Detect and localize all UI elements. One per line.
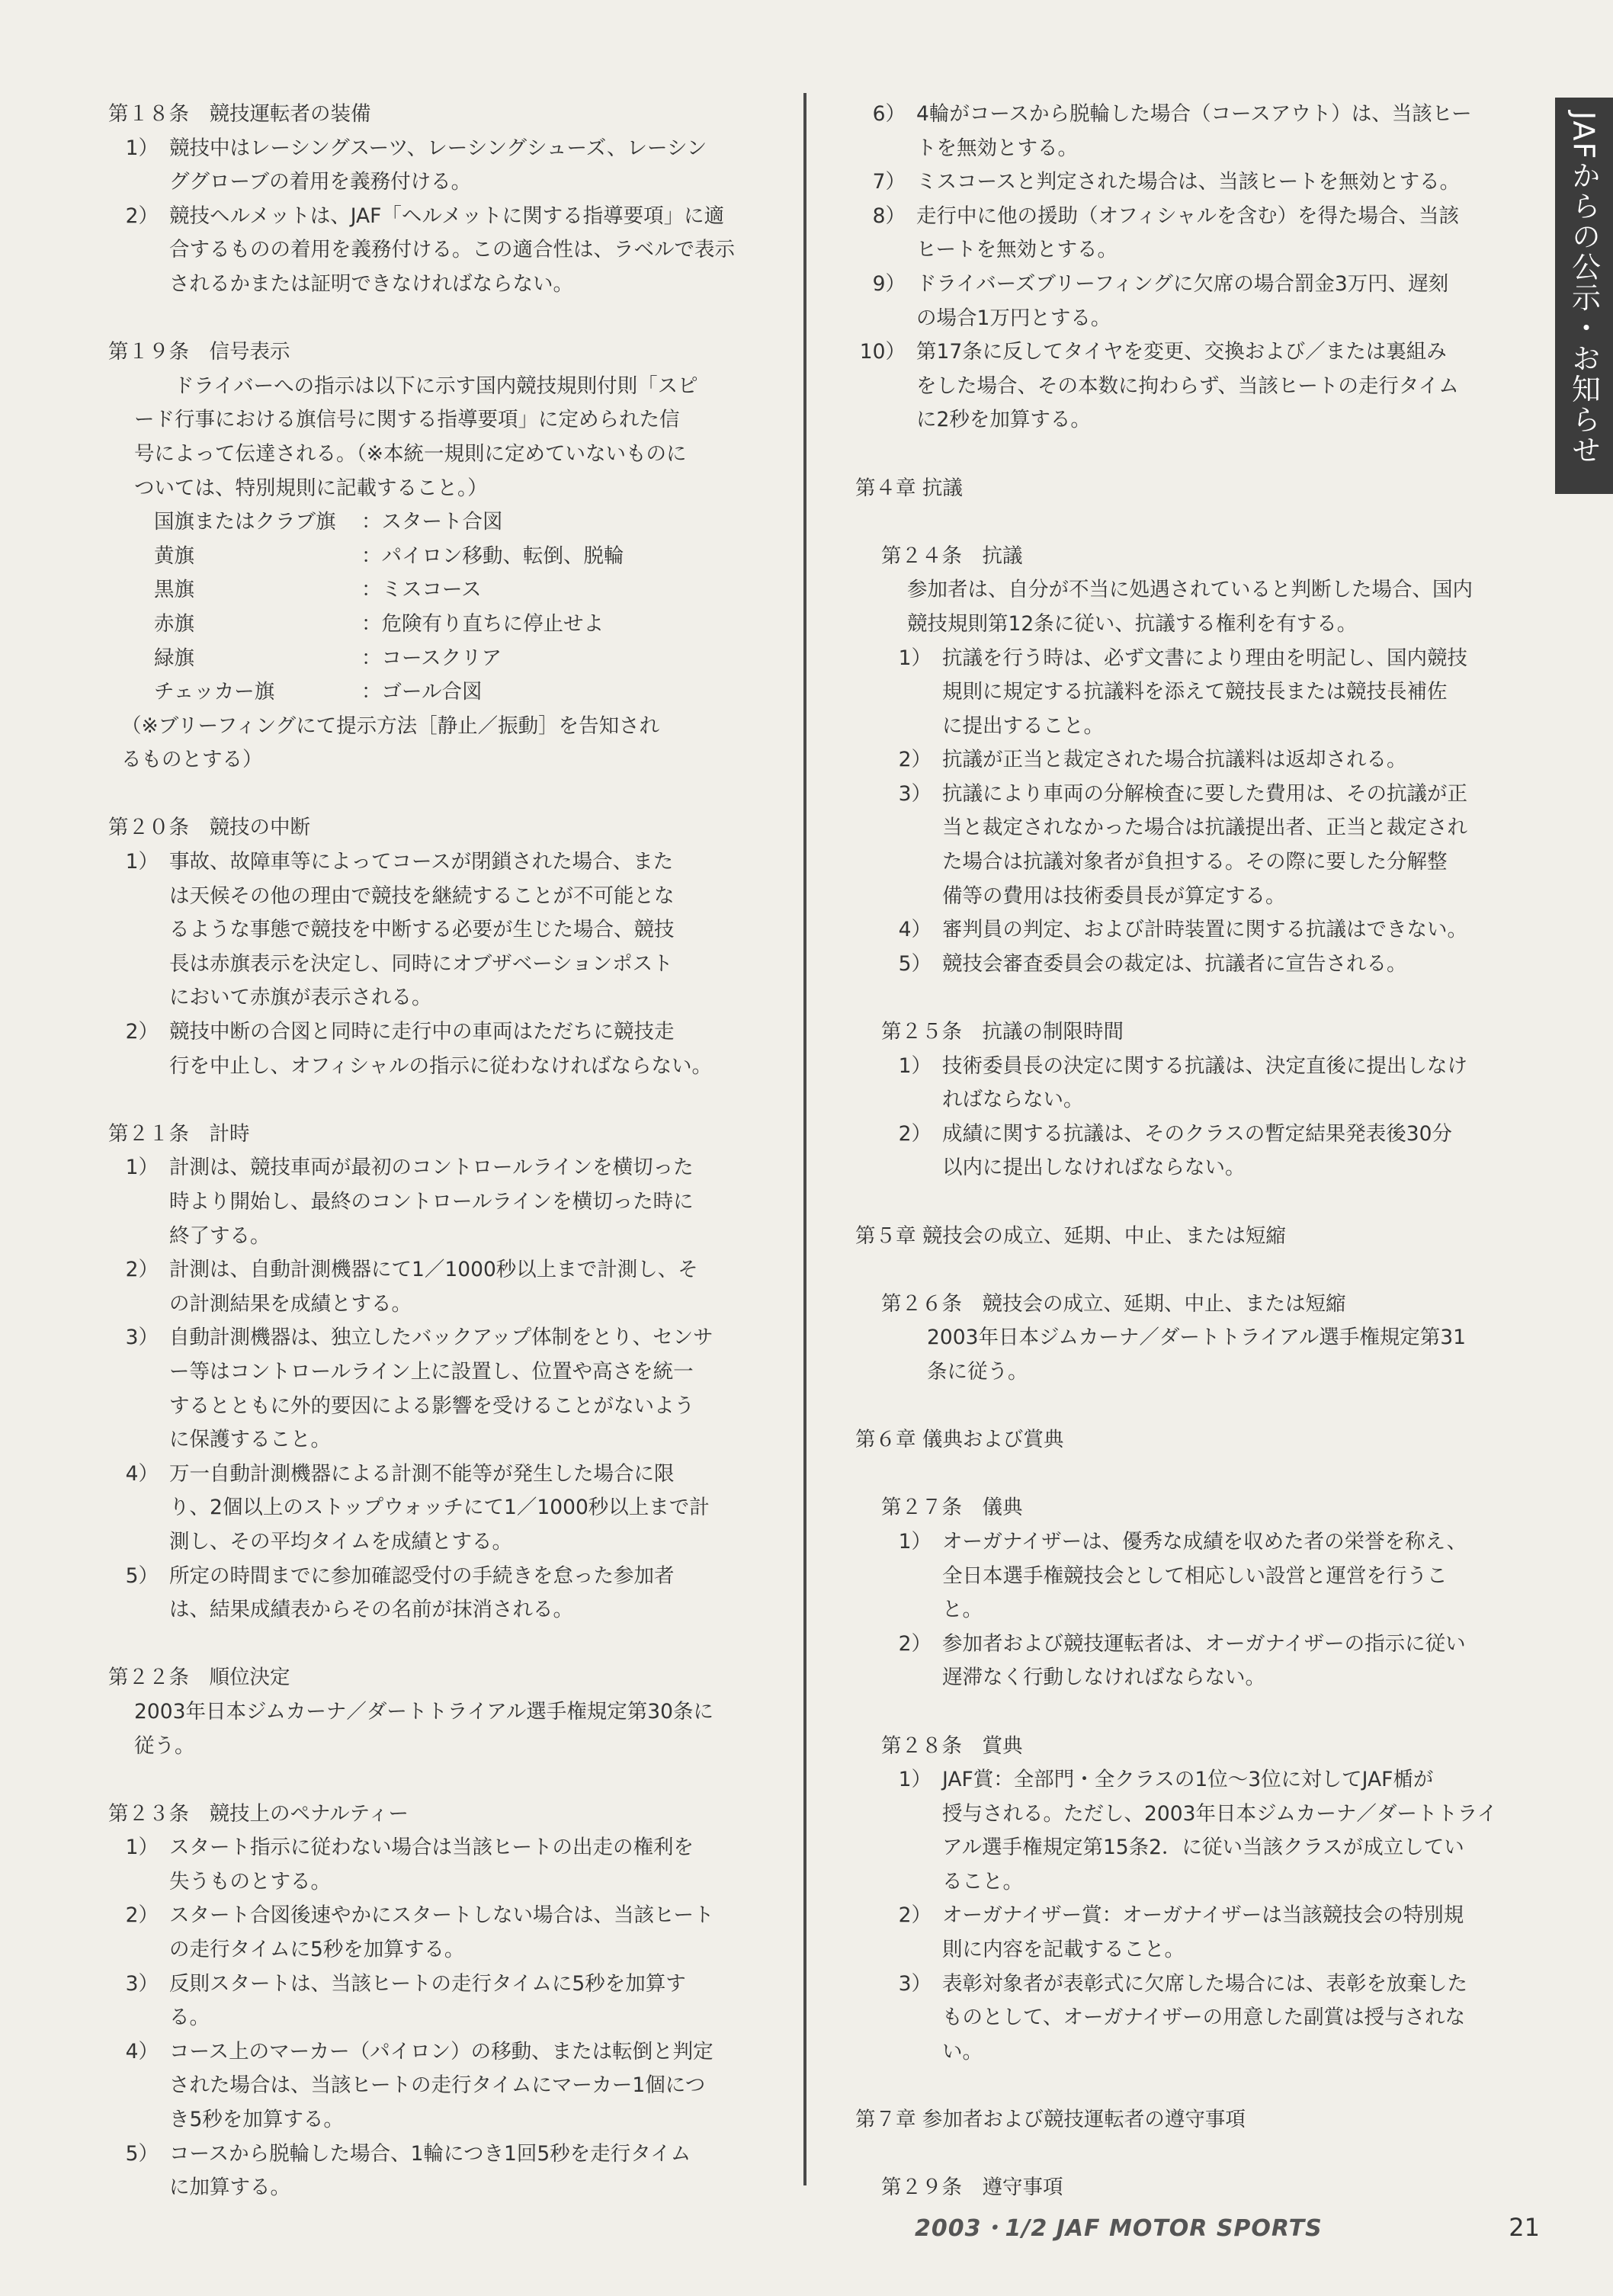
list-item (108, 132, 762, 200)
flag-name: 黄旗 (154, 544, 194, 568)
text-line: をした場合、その本数に拘わらず、当該ヒートの走行タイム (916, 374, 1459, 398)
article-27-items (855, 1525, 1526, 1695)
text-line: オーガナイザー賞：オーガナイザーは当該競技会の特別規 (942, 1903, 1464, 1928)
text-line: スタート指示に従わない場合は当該ヒートの出走の権利を (169, 1836, 694, 1860)
text-line: 抗議により車両の分解検査に要した費用は、その抗議が正 (942, 781, 1467, 806)
item-number: 4） (125, 1461, 159, 1486)
item-text (169, 1151, 762, 1253)
text-line: 4輪がコースから脱輪した場合（コースアウト）は、当該ヒー (916, 102, 1472, 126)
article-26-title: 第２６条 競技会の成立、延期、中止、または短縮 (881, 1291, 1346, 1316)
text-line: 従う。 (134, 1733, 195, 1758)
list-item (881, 1050, 1526, 1118)
article-21-title: 第２１条 計時 (108, 1121, 250, 1146)
chapter-4-title: 第４章 抗議 (855, 476, 963, 500)
text-line: コースから脱輪した場合、1輪につき1回5秒を走行タイム (169, 2141, 691, 2166)
item-number: 7） (872, 170, 906, 194)
text-line: 全日本選手権競技会として相応しい設営と運営を行うこ (942, 1563, 1448, 1588)
item-number: 3） (125, 1326, 159, 1350)
text-line: ついては、特別規則に記載すること。） (134, 476, 488, 500)
item-text (942, 913, 1526, 948)
article-22-text (108, 1695, 762, 1763)
item-text (169, 845, 762, 1015)
item-text (169, 132, 762, 200)
text-line: 失うものとする。 (169, 1869, 331, 1894)
text-line: ミスコースと判定された場合は、当該ヒートを無効とする。 (916, 170, 1461, 194)
article-24-text (855, 573, 1526, 641)
text-line: 測し、その平均タイムを成績とする。 (169, 1529, 512, 1554)
signal-table (108, 505, 762, 710)
text-line: 長は赤旗表示を決定し、同時にオブザベーションポスト (169, 951, 673, 976)
item-number: 4） (898, 918, 932, 942)
item-number: 2） (125, 204, 159, 228)
list-item (881, 1967, 1526, 2070)
item-text (942, 1967, 1526, 2070)
chapter-5-title: 第５章 競技会の成立、延期、中止、または短縮 (855, 1223, 1286, 1248)
text-line: 走行中に他の援助（オフィシャルを含む）を得た場合、当該 (916, 204, 1460, 228)
text-line: り、2個以上のストップウォッチにて1／1000秒以上まで計 (169, 1496, 710, 1520)
text-line: 時より開始し、最終のコントロールラインを横切った時に (169, 1190, 694, 1214)
item-text (916, 268, 1526, 335)
text-line: 参加者は、自分が不当に処遇されていると判断した場合、国内 (907, 578, 1473, 602)
list-item (108, 200, 762, 302)
item-number: 3） (898, 1971, 932, 1996)
text-line: 抗議が正当と裁定された場合抗議料は返却される。 (942, 748, 1407, 772)
item-number: 10） (859, 340, 906, 364)
text-line: コース上のマーカー（パイロン）の移動、または転倒と判定 (169, 2039, 714, 2064)
article-29-title: 第２９条 遵守事項 (881, 2176, 1063, 2200)
item-number: 2） (898, 748, 932, 772)
list-item (108, 1015, 762, 1083)
list-item (881, 743, 1526, 778)
text-line: は天候その他の理由で競技を継続することが不可能とな (169, 883, 675, 908)
text-line: ものとして、オーガナイザーの用意した副賞は授与されな (942, 2006, 1466, 2030)
article-22-title: 第２２条 順位決定 (108, 1666, 290, 1690)
item-text (942, 1763, 1526, 1899)
article-28-title: 第２８条 賞典 (881, 1733, 1023, 1758)
flag-name: 黒旗 (154, 578, 194, 602)
article-21-items (108, 1151, 762, 1627)
list-item (881, 1525, 1526, 1627)
text-line: の計測結果を成績とする。 (169, 1291, 412, 1316)
magazine-title: 2003・1/2 JAF MOTOR SPORTS (915, 2215, 1323, 2242)
item-number: 2） (125, 1020, 159, 1044)
text-line: ドライバーズブリーフィングに欠席の場合罰金3万円、遅刻 (916, 271, 1449, 296)
item-text (916, 200, 1526, 268)
signal-row (108, 675, 762, 710)
section-tab (1555, 98, 1613, 494)
flag-name: チェッカー旗 (154, 680, 275, 704)
list-item (108, 1457, 762, 1560)
text-line: に2秒を加算する。 (916, 408, 1091, 432)
section-tab-label: JAFからの公示・お知らせ (1567, 111, 1601, 466)
article-19-text (108, 370, 762, 505)
list-item (881, 948, 1526, 982)
text-line: 競技規則第12条に従い、抗議する権利を有する。 (907, 611, 1358, 636)
list-item (108, 1899, 762, 1967)
text-line: 合するものの着用を義務付ける。この適合性は、ラベルで表示 (169, 238, 735, 262)
text-line: 事故、故障車等によってコースが閉鎖された場合、また (169, 850, 674, 874)
chapter-7-title: 第７章 参加者および競技運転者の遵守事項 (855, 2108, 1246, 2132)
text-line: に加算する。 (169, 2176, 290, 2200)
item-text (169, 1967, 762, 2035)
article-27-title: 第２７条 儀典 (881, 1496, 1023, 1520)
text-line: 2003年日本ジムカーナ／ダートトライアル選手権規定第31 (927, 1326, 1466, 1350)
list-item (881, 1899, 1526, 1967)
item-number: 5） (125, 1563, 159, 1588)
item-number: 1） (125, 1836, 159, 1860)
chapter-6-title: 第６章 儀典および賞典 (855, 1428, 1064, 1452)
text-line: るような事態で競技を中断する必要が生じた場合、競技 (169, 918, 675, 942)
item-text (169, 2137, 762, 2205)
item-number: 4） (125, 2039, 159, 2064)
item-text (942, 1118, 1526, 1185)
text-line: するとともに外的要因による影響を受けることがないよう (169, 1393, 694, 1418)
item-text (942, 1627, 1526, 1695)
item-number: 2） (125, 1903, 159, 1928)
text-line: において赤旗が表示される。 (169, 986, 432, 1010)
text-line: 技術委員長の決定に関する抗議は、決定直後に提出しなけ (942, 1053, 1467, 1078)
item-text (942, 1525, 1526, 1627)
text-line: の場合1万円とする。 (916, 306, 1111, 330)
page-footer (915, 2209, 1540, 2243)
signal-row (108, 505, 762, 540)
right-column (855, 98, 1526, 2205)
list-item (108, 845, 762, 1015)
list-item (881, 1118, 1526, 1185)
text-line: ればならない。 (942, 1088, 1084, 1112)
article-19-title: 第１９条 信号表示 (108, 340, 290, 364)
item-text (942, 743, 1526, 778)
text-line: ー等はコントロールライン上に設置し、位置や高さを統一 (169, 1359, 694, 1384)
item-number: 3） (898, 781, 932, 806)
text-line: 終了する。 (169, 1223, 271, 1248)
article-26-text (855, 1321, 1526, 1389)
item-text (942, 948, 1526, 982)
text-line: 備等の費用は技術委員長が算定する。 (942, 883, 1286, 908)
list-item (108, 1321, 762, 1457)
item-text (916, 165, 1526, 200)
item-number: 1） (125, 136, 159, 160)
text-line: るものとする） (121, 748, 263, 772)
text-line: に保護すること。 (169, 1428, 331, 1452)
flag-meaning: ：パイロン移動、転倒、脱輪 (361, 544, 624, 568)
text-line: 表彰対象者が表彰式に欠席した場合には、表彰を放棄した (942, 1971, 1467, 1996)
list-item (881, 1763, 1526, 1899)
text-line: スタート合図後速やかにスタートしない場合は、当該ヒート (169, 1903, 714, 1928)
text-line: い。 (942, 2039, 983, 2064)
text-line: 規則に規定する抗議料を添えて競技長または競技長補佐 (942, 680, 1448, 704)
item-number: 1） (898, 1053, 932, 1078)
text-line: 参加者および競技運転者は、オーガナイザーの指示に従い (942, 1631, 1466, 1656)
list-item (855, 200, 1526, 268)
article-18-title: 第１８条 競技運転者の装備 (108, 102, 371, 126)
item-text (169, 1015, 762, 1083)
item-number: 5） (898, 951, 932, 976)
item-text (169, 1321, 762, 1457)
column-divider (803, 93, 806, 2185)
list-item (108, 1831, 762, 1899)
item-number: 2） (898, 1121, 932, 1146)
text-line: 則に内容を記載すること。 (942, 1938, 1185, 1962)
text-line: 審判員の判定、および計時装置に関する抗議はできない。 (942, 918, 1467, 942)
text-line: 当と裁定されなかった場合は抗議提出者、正当と裁定され (942, 816, 1467, 840)
list-item (881, 642, 1526, 744)
flag-meaning: ：ゴール合図 (361, 680, 483, 704)
text-line: トを無効とする。 (916, 136, 1078, 160)
list-item (108, 2137, 762, 2205)
item-number: 2） (898, 1631, 932, 1656)
flag-name: 緑旗 (154, 646, 194, 670)
text-line: 競技ヘルメットは、JAF「ヘルメットに関する指導要項」に適 (169, 204, 725, 228)
text-line: 競技会審査委員会の裁定は、抗議者に宣告される。 (942, 951, 1407, 976)
text-line: JAF賞：全部門・全クラスの1位～3位に対してJAF楯が (942, 1768, 1434, 1792)
list-item (881, 913, 1526, 948)
text-line: 抗議を行う時は、必ず文書により理由を明記し、国内競技 (942, 646, 1467, 670)
signal-row (108, 573, 762, 608)
article-28-items (855, 1763, 1526, 2069)
item-text (942, 778, 1526, 913)
item-number: 5） (125, 2141, 159, 2166)
text-line: の走行タイムに5秒を加算する。 (169, 1938, 465, 1962)
list-item (108, 1967, 762, 2035)
text-line: 以内に提出しなければならない。 (942, 1156, 1246, 1180)
article-24-title: 第２４条 抗議 (881, 544, 1023, 568)
list-item (108, 1253, 762, 1321)
signal-row (108, 608, 762, 642)
item-text (169, 1457, 762, 1560)
text-line: 万一自動計測機器による計測不能等が発生した場合に限 (169, 1461, 675, 1486)
flag-name: 赤旗 (154, 611, 194, 636)
item-number: 8） (872, 204, 906, 228)
item-text (169, 2035, 762, 2137)
article-25-title: 第２５条 抗議の制限時間 (881, 1020, 1124, 1044)
left-column (108, 98, 762, 2205)
text-line: されるかまたは証明できなければならない。 (169, 271, 573, 296)
item-text (942, 1899, 1526, 1967)
list-item (855, 165, 1526, 200)
article-23-items-continued (855, 98, 1526, 438)
item-text (169, 200, 762, 302)
list-item (108, 2035, 762, 2137)
text-line: 第17条に反してタイヤを変更、交換および／または裏組み (916, 340, 1447, 364)
text-line: き5秒を加算する。 (169, 2108, 344, 2132)
item-number: 1） (898, 646, 932, 670)
item-text (942, 1050, 1526, 1118)
text-line: ググローブの着用を義務付ける。 (169, 170, 472, 194)
signal-row (108, 540, 762, 574)
text-line: る。 (169, 2006, 210, 2030)
item-number: 1） (898, 1768, 932, 1792)
text-line: 号によって伝達される。（※本統一規則に定めていないものに (134, 441, 687, 466)
text-line: 自動計測機器は、独立したバックアップ体制をとり、センサ (169, 1326, 714, 1350)
article-18-items (108, 132, 762, 302)
list-item (855, 335, 1526, 438)
article-23-items (108, 1831, 762, 2205)
item-number: 2） (898, 1903, 932, 1928)
list-item (881, 1627, 1526, 1695)
text-line: ヒートを無効とする。 (916, 238, 1118, 262)
text-line: ること。 (942, 1869, 1023, 1894)
text-line: は、結果成績表からその名前が抹消される。 (169, 1598, 573, 1622)
text-line: 遅滞なく行動しなければならない。 (942, 1666, 1265, 1690)
text-line: 2003年日本ジムカーナ／ダートトライアル選手権規定第30条に (134, 1699, 714, 1724)
article-25-items (855, 1050, 1526, 1185)
text-line: 計測は、競技車両が最初のコントロールラインを横切った (169, 1156, 694, 1180)
text-line: 成績に関する抗議は、そのクラスの暫定結果発表後30分 (942, 1121, 1452, 1146)
text-line: （※ブリーフィングにて提示方法［静止／振動］を告知され (121, 713, 660, 738)
text-line: に提出すること。 (942, 713, 1104, 738)
text-line: 条に従う。 (927, 1359, 1028, 1384)
item-number: 1） (125, 1156, 159, 1180)
item-number: 3） (125, 1971, 159, 1996)
text-line: 競技中はレーシングスーツ、レーシングシューズ、レーシン (169, 136, 707, 160)
text-line: 所定の時間までに参加確認受付の手続きを怠った参加者 (169, 1563, 675, 1588)
text-line: と。 (942, 1598, 983, 1622)
article-24-items (855, 642, 1526, 982)
article-20-title: 第２０条 競技の中断 (108, 816, 310, 840)
text-line: た場合は抗議対象者が負担する。その際に要した分解整 (942, 850, 1448, 874)
item-number: 1） (898, 1529, 932, 1554)
text-line: アル選手権規定第15条2．に従い当該クラスが成立してい (942, 1836, 1464, 1860)
item-number: 2） (125, 1258, 159, 1282)
item-text (169, 1831, 762, 1899)
list-item (108, 1151, 762, 1253)
page-number: 21 (1509, 2213, 1540, 2242)
list-item (855, 98, 1526, 165)
item-text (169, 1899, 762, 1967)
list-item (855, 268, 1526, 335)
flag-meaning: ：危険有り直ちに停止せよ (361, 611, 604, 636)
text-line: オーガナイザーは、優秀な成績を収めた者の栄誉を称え、 (942, 1529, 1467, 1554)
text-line: ドライバーへの指示は以下に示す国内競技規則付則「スピ (174, 374, 698, 398)
item-number: 1） (125, 850, 159, 874)
flag-meaning: ：ミスコース (361, 578, 482, 602)
item-number: 6） (872, 102, 906, 126)
article-23-title: 第２３条 競技上のペナルティー (108, 1801, 409, 1826)
text-line: 反則スタートは、当該ヒートの走行タイムに5秒を加算す (169, 1971, 686, 1996)
item-number: 9） (872, 271, 906, 296)
text-line: された場合は、当該ヒートの走行タイムにマーカー1個につ (169, 2073, 706, 2098)
article-19-note (108, 710, 762, 778)
flag-name: 国旗またはクラブ旗 (154, 510, 336, 534)
list-item (108, 1560, 762, 1627)
flag-meaning: ：コースクリア (361, 646, 502, 670)
list-item (881, 778, 1526, 913)
flag-meaning: ：スタート合図 (361, 510, 503, 534)
item-text (169, 1560, 762, 1627)
text-line: 行を中止し、オフィシャルの指示に従わなければならない。 (169, 1053, 713, 1078)
item-text (916, 335, 1526, 438)
text-line: ード行事における旗信号に関する指導要項」に定められた信 (134, 408, 680, 432)
item-text (169, 1253, 762, 1321)
text-line: 競技中断の合図と同時に走行中の車両はただちに競技走 (169, 1020, 675, 1044)
signal-row (108, 642, 762, 676)
item-text (942, 642, 1526, 744)
text-line: 計測は、自動計測機器にて1／1000秒以上まで計測し、そ (169, 1258, 698, 1282)
item-text (916, 98, 1526, 165)
text-line: 授与される。ただし、2003年日本ジムカーナ／ダートトライ (942, 1801, 1498, 1826)
article-20-items (108, 845, 762, 1083)
